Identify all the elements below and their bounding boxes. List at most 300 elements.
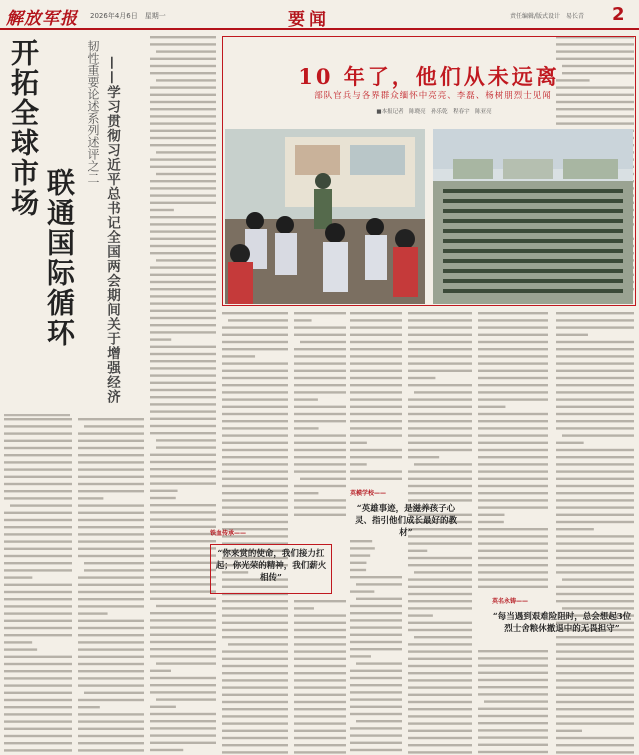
text-line — [78, 548, 144, 550]
text-line — [294, 406, 346, 408]
page-number: 2 — [612, 4, 625, 25]
text-line — [222, 751, 288, 753]
text-line — [478, 729, 548, 731]
text-line — [350, 319, 402, 321]
text-line — [222, 658, 288, 660]
kicker-2: 英模学校—— — [350, 490, 387, 497]
text-line — [150, 108, 216, 110]
left-article-series-tag: 韧性重要论述系列述评之二 — [86, 40, 100, 184]
text-line — [294, 701, 346, 703]
text-line — [4, 706, 72, 708]
text-line — [350, 463, 367, 465]
text-line — [556, 370, 634, 372]
text-line — [556, 730, 582, 732]
text-line — [222, 348, 288, 350]
text-line — [556, 643, 634, 645]
text-line — [222, 420, 288, 422]
text-line — [478, 377, 548, 379]
text-line — [556, 571, 634, 573]
text-line — [150, 36, 216, 38]
text-line — [150, 598, 216, 600]
text-line — [350, 362, 402, 364]
text-line — [350, 619, 402, 621]
text-line — [150, 727, 216, 729]
text-line — [478, 650, 548, 652]
text-line — [78, 526, 144, 528]
text-line — [294, 485, 346, 487]
text-line — [150, 655, 216, 657]
text-line — [478, 664, 548, 666]
text-line — [150, 461, 216, 463]
text-line — [222, 449, 288, 451]
text-line — [150, 648, 216, 650]
text-line — [84, 569, 144, 571]
text-line — [408, 722, 472, 724]
text-line — [478, 535, 548, 537]
text-line — [222, 492, 288, 494]
text-line — [478, 708, 548, 710]
text-line — [294, 694, 346, 696]
feature-title: 10 年了，他们从未远离 — [298, 64, 560, 89]
text-line — [294, 355, 346, 357]
text-line — [150, 396, 216, 398]
text-line — [150, 144, 216, 146]
text-line — [556, 593, 634, 595]
text-line — [222, 463, 288, 465]
text-line — [408, 377, 435, 379]
text-line — [408, 679, 472, 681]
text-line — [478, 686, 548, 688]
text-line — [78, 512, 144, 514]
text-line — [300, 478, 346, 480]
text-line — [294, 650, 346, 652]
text-line — [222, 600, 288, 602]
pull-quote-1: “你来赏的使命，我们接力扛起；你光荣的精神，我们薪火相传” — [215, 549, 327, 583]
text-line — [150, 576, 216, 578]
text-line — [78, 641, 144, 643]
text-line — [478, 744, 548, 746]
text-line — [556, 478, 634, 480]
text-line — [408, 398, 472, 400]
text-line — [4, 418, 72, 420]
text-line — [294, 636, 346, 638]
text-line — [4, 432, 72, 434]
text-line — [4, 656, 72, 658]
text-line — [150, 209, 174, 211]
text-line — [222, 715, 288, 717]
text-line — [300, 341, 346, 343]
text-line — [222, 722, 288, 724]
text-line — [4, 562, 72, 564]
text-line — [478, 319, 548, 321]
text-line — [150, 749, 183, 751]
text-line — [556, 326, 634, 328]
text-line — [556, 564, 634, 566]
feature-subtitle: 部队官兵与各界群众缅怀中亮亮、李磊、杨树朋烈士见闻 — [314, 91, 552, 101]
text-line — [156, 698, 216, 700]
text-line — [156, 151, 216, 153]
text-line — [222, 341, 288, 343]
text-line — [556, 528, 594, 530]
text-line — [150, 137, 216, 139]
text-line — [294, 492, 318, 494]
text-line — [4, 548, 72, 550]
text-line — [350, 605, 402, 607]
text-line — [350, 727, 402, 729]
text-line — [478, 463, 548, 465]
text-line — [350, 749, 402, 751]
text-line — [4, 627, 72, 629]
text-line — [150, 410, 216, 412]
text-line — [556, 449, 634, 451]
text-line — [150, 670, 171, 672]
text-line — [294, 442, 346, 444]
text-line — [556, 398, 634, 400]
text-line — [294, 751, 346, 753]
text-line — [150, 389, 216, 391]
text-line — [150, 310, 216, 312]
text-line — [478, 557, 548, 559]
text-line — [408, 658, 472, 660]
text-line — [294, 470, 346, 472]
text-line — [294, 737, 346, 739]
text-line — [150, 367, 216, 369]
text-line — [408, 326, 472, 328]
text-line — [150, 482, 216, 484]
text-line — [350, 478, 402, 480]
text-line — [556, 751, 634, 753]
text-line — [556, 715, 634, 717]
text-line — [350, 420, 402, 422]
text-line — [78, 504, 144, 506]
text-line — [350, 626, 402, 628]
text-line — [78, 720, 144, 722]
text-line — [150, 562, 216, 564]
text-line — [350, 449, 402, 451]
text-line — [84, 425, 144, 427]
text-line — [4, 598, 72, 600]
text-line — [150, 497, 176, 499]
text-line — [556, 636, 634, 638]
text-line — [156, 439, 216, 441]
text-line — [150, 554, 216, 556]
text-line — [78, 497, 103, 499]
text-line — [556, 686, 634, 688]
text-line — [294, 665, 346, 667]
text-line — [156, 605, 216, 607]
text-line — [294, 398, 318, 400]
text-line — [408, 355, 472, 357]
text-line — [478, 355, 548, 357]
text-line — [350, 641, 402, 643]
text-line — [78, 620, 144, 622]
text-line — [150, 187, 216, 189]
text-line — [78, 555, 144, 557]
text-line — [84, 562, 144, 564]
text-line — [478, 312, 548, 314]
text-line — [294, 744, 346, 746]
text-line — [478, 586, 548, 588]
text-line — [222, 636, 288, 638]
text-line — [350, 612, 402, 614]
text-line — [556, 319, 634, 321]
text-line — [478, 449, 548, 451]
text-line — [222, 665, 288, 667]
text-line — [478, 578, 548, 580]
text-line — [150, 418, 216, 420]
text-line — [556, 377, 634, 379]
text-line — [84, 692, 144, 694]
text-line — [294, 334, 346, 336]
feature-byline: ■本报记者 陈晓亮 孙乐乾 程春宇 陈亚亮 — [376, 109, 492, 115]
text-line — [294, 312, 346, 314]
text-line — [78, 742, 144, 744]
text-line — [222, 708, 288, 710]
text-line — [294, 370, 346, 372]
text-line — [4, 533, 72, 535]
text-line — [408, 751, 472, 753]
text-line — [478, 434, 548, 436]
text-line — [556, 506, 634, 508]
text-line — [78, 490, 144, 492]
photo-military-formation — [433, 129, 633, 304]
text-line — [150, 266, 216, 268]
text-line — [408, 456, 439, 458]
text-line — [478, 341, 548, 343]
text-line — [78, 699, 144, 701]
text-line — [478, 679, 548, 681]
text-line — [150, 382, 216, 384]
text-line — [150, 569, 216, 571]
text-line — [408, 614, 433, 616]
headline-line-1: 开拓全球市场 — [7, 38, 40, 218]
text-line — [350, 355, 402, 357]
text-line — [294, 730, 346, 732]
text-line — [350, 576, 402, 578]
text-line — [350, 334, 402, 336]
text-line — [222, 470, 288, 472]
text-line — [350, 590, 374, 592]
text-line — [150, 742, 216, 744]
text-line — [78, 713, 144, 715]
text-line — [556, 514, 634, 516]
text-line — [294, 362, 346, 364]
text-line — [294, 686, 346, 688]
text-line — [408, 686, 472, 688]
text-line — [408, 413, 472, 415]
text-line — [78, 447, 144, 449]
text-line — [478, 736, 548, 738]
text-line — [478, 413, 548, 415]
text-line — [156, 662, 216, 664]
text-line — [350, 312, 402, 314]
text-line — [150, 454, 216, 456]
text-line — [156, 259, 216, 261]
text-line — [4, 713, 72, 715]
text-line — [478, 384, 548, 386]
text-line — [556, 708, 634, 710]
text-line — [150, 634, 216, 636]
text-line — [150, 230, 216, 232]
text-line — [350, 706, 402, 708]
text-line — [408, 600, 472, 602]
text-line — [222, 334, 288, 336]
text-line — [150, 346, 216, 348]
text-line — [150, 612, 216, 614]
text-line — [78, 454, 144, 456]
text-line — [78, 461, 144, 463]
text-line — [150, 158, 216, 160]
text-line — [222, 434, 288, 436]
text-line — [408, 730, 472, 732]
text-line — [150, 295, 216, 297]
text-line — [150, 533, 216, 535]
text-line — [350, 655, 371, 657]
text-line — [408, 650, 472, 652]
text-line — [222, 499, 288, 501]
text-line — [150, 713, 216, 715]
text-line — [408, 319, 472, 321]
text-line — [556, 334, 588, 336]
text-line — [350, 742, 402, 744]
text-line — [556, 694, 634, 696]
text-line — [294, 391, 346, 393]
text-line — [4, 684, 72, 686]
text-line — [222, 679, 288, 681]
left-article-series: ——学习贯彻习近平总书记全国两会期间关于增强经济 — [104, 56, 120, 404]
text-line — [294, 672, 346, 674]
text-line — [350, 540, 372, 542]
text-line — [4, 540, 72, 542]
text-line — [294, 514, 346, 516]
text-line — [4, 749, 72, 751]
text-line — [150, 245, 216, 247]
text-line — [484, 700, 548, 702]
text-line — [556, 456, 634, 458]
text-line — [408, 586, 472, 588]
text-line — [150, 374, 216, 376]
text-line — [222, 701, 288, 703]
text-line — [222, 694, 288, 696]
text-line — [150, 43, 216, 45]
text-line — [556, 542, 634, 544]
text-line — [222, 478, 288, 480]
text-line — [4, 605, 72, 607]
text-line — [556, 485, 634, 487]
text-line — [150, 641, 216, 643]
text-line — [222, 730, 288, 732]
text-line — [78, 440, 144, 442]
text-line — [222, 413, 288, 415]
text-line — [150, 86, 216, 88]
text-line — [556, 499, 634, 501]
text-line — [556, 355, 634, 357]
text-line — [228, 643, 288, 645]
text-line — [4, 576, 32, 578]
text-line — [222, 442, 288, 444]
text-line — [294, 319, 312, 321]
text-line — [4, 728, 72, 730]
text-line — [78, 684, 144, 686]
text-line — [156, 446, 216, 448]
text-line — [4, 720, 72, 722]
pull-quote-3: “每当遇到艰难险阻时，总会想起3位烈士舍粮休撤退中的无畏担守” — [492, 612, 632, 634]
text-line — [408, 578, 472, 580]
text-line — [356, 583, 402, 585]
text-line — [408, 665, 472, 667]
text-line — [408, 470, 472, 472]
text-line — [4, 670, 72, 672]
text-line — [350, 634, 402, 636]
text-line — [78, 663, 144, 665]
text-line — [150, 166, 216, 168]
kicker-1: 铁血传承—— — [210, 530, 247, 537]
text-line — [478, 442, 548, 444]
text-line — [408, 384, 472, 386]
text-line — [4, 735, 72, 737]
text-line — [222, 744, 288, 746]
text-line — [4, 641, 32, 643]
text-line — [78, 418, 144, 420]
text-line — [294, 420, 346, 422]
text-line — [478, 564, 548, 566]
text-line — [478, 521, 504, 523]
text-line — [150, 238, 216, 240]
text-line — [78, 648, 144, 650]
text-line — [222, 521, 288, 523]
text-line — [222, 614, 288, 616]
text-line — [408, 434, 472, 436]
text-line — [556, 442, 584, 444]
text-line — [350, 684, 402, 686]
text-line — [150, 324, 216, 326]
text-line — [478, 693, 548, 695]
text-line — [150, 583, 216, 585]
text-line — [78, 670, 144, 672]
text-line — [478, 715, 548, 717]
text-line — [556, 650, 634, 652]
text-line — [294, 377, 346, 379]
text-line — [562, 434, 634, 436]
text-line — [294, 384, 346, 386]
text-line — [222, 355, 255, 357]
text-line — [356, 662, 402, 664]
text-line — [478, 485, 548, 487]
text-line — [78, 591, 144, 593]
text-line — [408, 564, 472, 566]
text-line — [408, 341, 472, 343]
text-line — [150, 72, 216, 74]
text-line — [78, 706, 100, 708]
text-line — [150, 274, 216, 276]
text-line — [478, 492, 548, 494]
text-line — [150, 677, 216, 679]
text-line — [150, 706, 176, 708]
text-line — [408, 607, 472, 609]
text-line — [78, 598, 144, 600]
text-line — [4, 584, 72, 586]
text-line — [350, 398, 402, 400]
text-line — [556, 535, 634, 537]
text-line — [4, 699, 72, 701]
text-line — [294, 506, 346, 508]
pull-quote-2: “英雄事迹，是滋养孩子心灵、指引他们成长最好的教材” — [354, 504, 457, 538]
text-line — [350, 348, 402, 350]
text-line — [408, 485, 472, 487]
text-line — [478, 506, 548, 508]
text-line — [150, 475, 216, 477]
text-line — [556, 427, 634, 429]
